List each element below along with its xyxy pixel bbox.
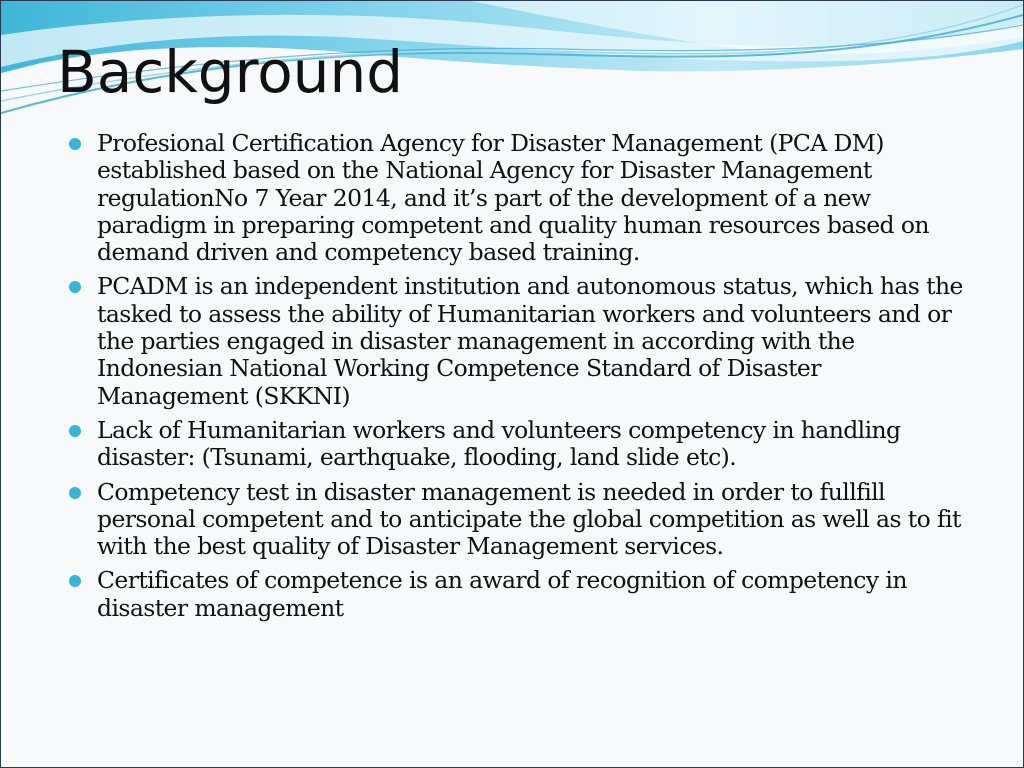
bullet-dot-icon (69, 281, 81, 293)
list-item (69, 130, 969, 266)
list-item (69, 273, 969, 409)
page-title: Background (57, 38, 404, 106)
list-item (69, 567, 969, 622)
bullet-dot-icon (69, 487, 81, 499)
list-item (69, 417, 969, 472)
bullet-text: Lack of Humanitarian workers and volunteers competency in handling disaster: (Tsunami, earthquake, flooding, land slide etc). (97, 415, 901, 472)
bullet-text: PCADM is an independent institution and autonomous status, which has the tasked to assess the ability of Humanitarian workers and volunteers and or the parties engaged in disaster management in according with the Indonesian National Working Competence Standard of Disaster Management (SKKNI) (97, 272, 963, 410)
bullet-text: Certificates of competence is an award of recognition of competency in disaster management (97, 566, 907, 622)
bullet-text: Profesional Certification Agency for Disaster Management (PCA DM) established based on the National Agency for Disaster Management regulationNo 7 Year 2014, and it’s part of the development of a new paradigm in preparing competent and quality human resources based on demand driven and competency based training. (97, 129, 929, 267)
bullet-text: Competency test in disaster management is needed in order to fullfill personal competent and to anticipate the global competition as well as to fit with the best quality of Disaster Management services. (97, 477, 961, 561)
bullet-dot-icon (69, 425, 81, 437)
list-item (69, 479, 969, 561)
bullet-list (69, 130, 969, 629)
bullet-dot-icon (69, 575, 81, 587)
bullet-dot-icon (69, 138, 81, 150)
